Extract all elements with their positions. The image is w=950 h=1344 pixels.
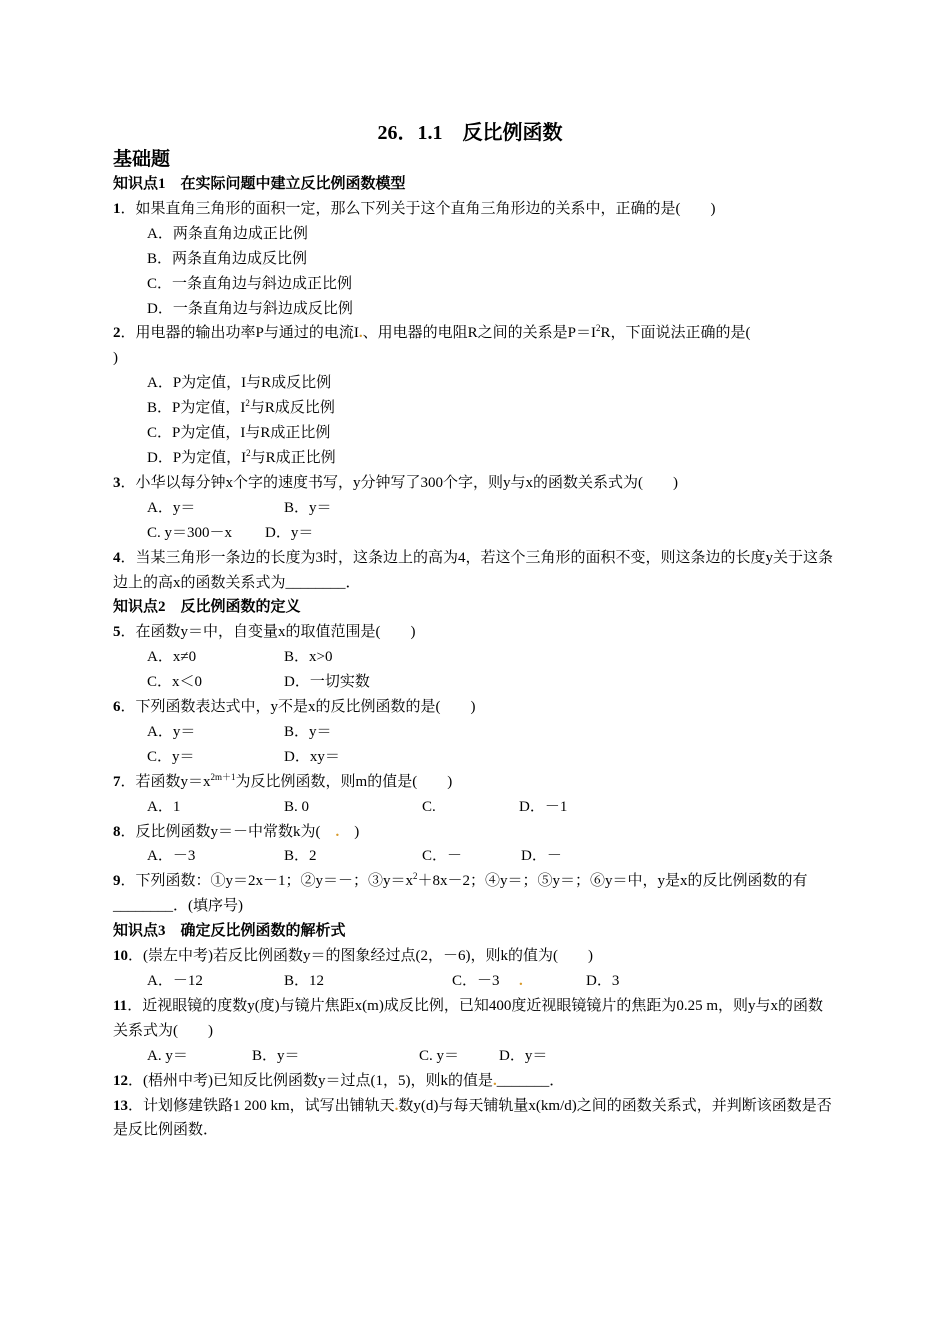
document-page [113, 118, 835, 1143]
ink-dot: . [519, 973, 523, 989]
q7-options: A．1 B. 0 C. D．－1 [147, 798, 568, 815]
q5-options-ab: A．x≠0 B．x>0 [147, 649, 333, 666]
q1-option-c: C．一条直角边与斜边成正比例 [147, 275, 353, 292]
question-1: 1．如果直角三角形的面积一定，那么下列关于这个直角三角形边的关系中，正确的是( ) [113, 200, 716, 217]
knowledge-point-2: 知识点2 反比例函数的定义 [113, 599, 301, 616]
question-4: 4．当某三角形一条边的长度为3时，这条边上的高为4，若这个三角形的面积不变，则这条边的长度y关于这条边上的高x的函数关系式为________． [113, 549, 834, 591]
q1-option-d: D．一条直角边与斜边成反比例 [147, 300, 353, 317]
q2-option-a: A．P为定值，I与R成反比例 [147, 375, 332, 392]
q6-options-cd: C．y＝ D．xy＝ [147, 748, 340, 765]
knowledge-point-1: 知识点1 在实际问题中建立反比例函数模型 [113, 176, 406, 192]
q1-option-a: A．两条直角边成正比例 [147, 225, 308, 242]
ink-dot: . [320, 823, 355, 840]
q3-options-cd: C. y＝300－x D．y＝ [147, 524, 314, 541]
question-12: 12．(梧州中考)已知反比例函数y＝过点(1，5)，则k的值是._______． [113, 1072, 565, 1089]
question-5: 5．在函数y＝中，自变量x的取值范围是( ) [113, 624, 416, 641]
q3-options-ab: A．y＝ B．y＝ [147, 499, 332, 516]
question-3: 3．小华以每分钟x个字的速度书写，y分钟写了300个字，则y与x的函数关系式为( ) [113, 474, 678, 491]
question-10: 10．(崇左中考)若反比例函数y＝的图象经过点(2，－6)，则k的值为( ) [113, 948, 593, 965]
knowledge-point-3: 知识点3 确定反比例函数的解析式 [113, 923, 346, 940]
q10-options: A．－12 B．12 C．－3 . D．3 [113, 969, 835, 994]
ink-dot: . [358, 325, 363, 342]
question-9: 9．下列函数：①y＝2x－1；②y＝－；$③y=x^2+8x-2$；④y＝；⑤y＝；⑥y＝中，y是x的反比例函数的有________．(填序号) [113, 871, 808, 915]
question-6: 6．下列函数表达式中，y不是x的反比例函数的是( ) [113, 699, 476, 716]
q2-option-d: D．P为定值，$I^2$与R成正比例 [147, 447, 336, 466]
ink-dot: . [394, 1097, 399, 1114]
q6-options-ab: A．y＝ B．y＝ [147, 723, 332, 740]
question-2: 2．用电器的输出功率P与通过的电流I.、用电器的电阻R之间的关系是$P=I^2R$，下面说法正确的是( [113, 323, 751, 342]
question-8: 8．反比例函数y＝－中常数k为( . ) [113, 823, 360, 840]
question-13: 13．计划修建铁路1 200 km，试写出铺轨天.数y(d)与每天铺轨量x(km/d)之间的函数关系式，并判断该函数是否是反比例函数． [113, 1097, 832, 1139]
q8-options: A．－3 B．2 C．－ D．－ [147, 848, 562, 865]
ink-dot: . [492, 1072, 497, 1089]
question-11: 11．近视眼镜的度数y(度)与镜片焦距x(m)成反比例，已知400度近视眼镜镜片的焦距为0.25 m，则y与x的函数关系式为( ) [113, 997, 824, 1039]
q11-options: A. y＝ B．y＝ C. y＝ D．y＝ [147, 1047, 548, 1064]
q2-option-b: B．P为定值，$I^2$与R成反比例 [147, 398, 335, 417]
page-title: 26．1.1 反比例函数 [377, 122, 563, 144]
q5-options-cd: C．x＜0 D．一切实数 [147, 674, 370, 691]
question-2-cont: ) [113, 350, 118, 367]
q1-option-b: B．两条直角边成反比例 [147, 250, 308, 267]
section-heading: 基础题 [113, 149, 171, 170]
question-7: 7．若函数$y=x^{2m+1}$为反比例函数，则m的值是( ) [113, 771, 453, 790]
q2-option-c: C．P为定值，I与R成正比例 [147, 425, 331, 442]
